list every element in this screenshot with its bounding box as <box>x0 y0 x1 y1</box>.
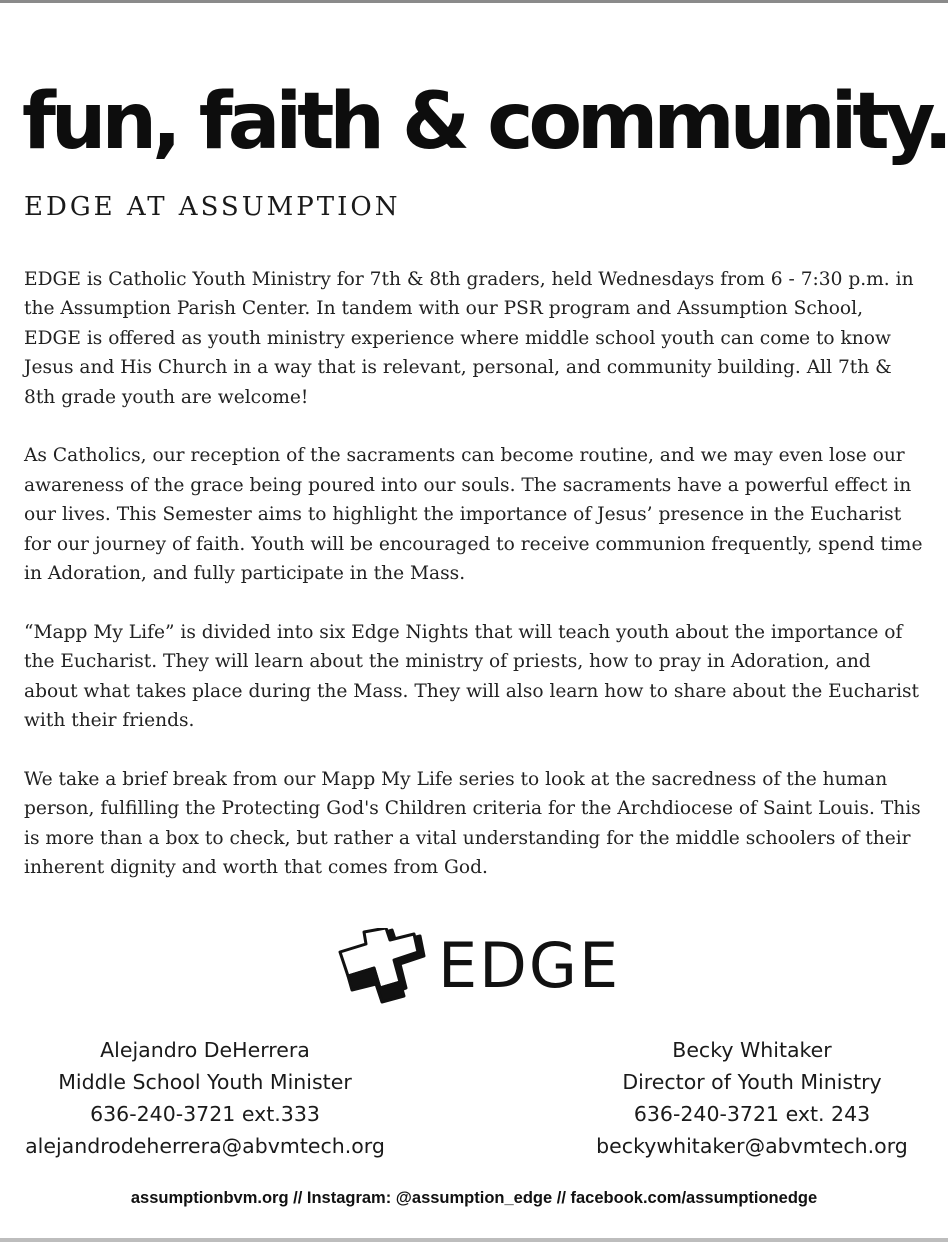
contact-card-alejandro <box>22 1034 388 1162</box>
edge-logo <box>334 928 620 1004</box>
paragraph-intro: EDGE is Catholic Youth Ministry for 7th & 8th graders, held Wednesdays from 6 - 7:30 p.m. in the Assumption Parish Center. In tandem with our PSR program and Assumption School, EDGE is offered as youth ministry experience where middle school youth can come to know Jesus and His Church in a way that is relevant, personal, and community building. All 7th & 8th grade youth are welcome! <box>24 269 914 408</box>
contact-name: Becky Whitaker <box>672 1038 832 1062</box>
footer-links: assumptionbvm.org // Instagram: @assumption_edge // facebook.com/assumptionedge <box>130 1189 818 1207</box>
bottom-border <box>0 1238 948 1242</box>
contact-name: Alejandro DeHerrera <box>100 1038 310 1062</box>
contact-email[interactable]: beckywhitaker@abvmtech.org <box>596 1134 908 1158</box>
paragraph-break: We take a brief break from our Mapp My Life series to look at the sacredness of the human person, fulfilling the Protecting God's Children criteria for the Archdiocese of Saint Louis. This is more than a box to check, but rather a vital understanding for the middle schoolers of their inherent dignity and worth that comes from God. <box>24 768 921 879</box>
contact-phone: 636-240-3721 ext.333 <box>90 1102 320 1126</box>
contact-email[interactable]: alejandrodeherrera@abvmtech.org <box>25 1134 385 1158</box>
contact-title: Director of Youth Ministry <box>622 1070 882 1094</box>
paragraph-mapp-my-life: “Mapp My Life” is divided into six Edge Nights that will teach youth about the importance of the Eucharist. They will learn about the ministry of priests, how to pray in Adoration, and about what takes place during the Mass. They will also learn how to share about the Eucharist with their friends. <box>24 621 920 732</box>
contact-title: Middle School Youth Minister <box>58 1070 352 1094</box>
body-text <box>24 265 924 912</box>
subheading: EDGE AT ASSUMPTION <box>24 192 401 222</box>
edge-logo-text: EDGE <box>438 929 621 1002</box>
contact-card-becky <box>594 1034 910 1162</box>
top-border <box>0 0 948 3</box>
headline: fun, faith & community. <box>22 77 948 167</box>
contact-phone: 636-240-3721 ext. 243 <box>633 1102 871 1126</box>
paragraph-sacraments: As Catholics, our reception of the sacraments can become routine, and we may even lose our awareness of the grace being poured into our souls. The sacraments have a powerful effect in our lives. This Semester aims to highlight the importance of Jesus’ presence in the Eucharist for our journey of faith. Youth will be encouraged to receive communion frequently, spend time in Adoration, and fully participate in the Mass. <box>24 445 923 585</box>
cross-block-icon <box>334 928 426 1004</box>
